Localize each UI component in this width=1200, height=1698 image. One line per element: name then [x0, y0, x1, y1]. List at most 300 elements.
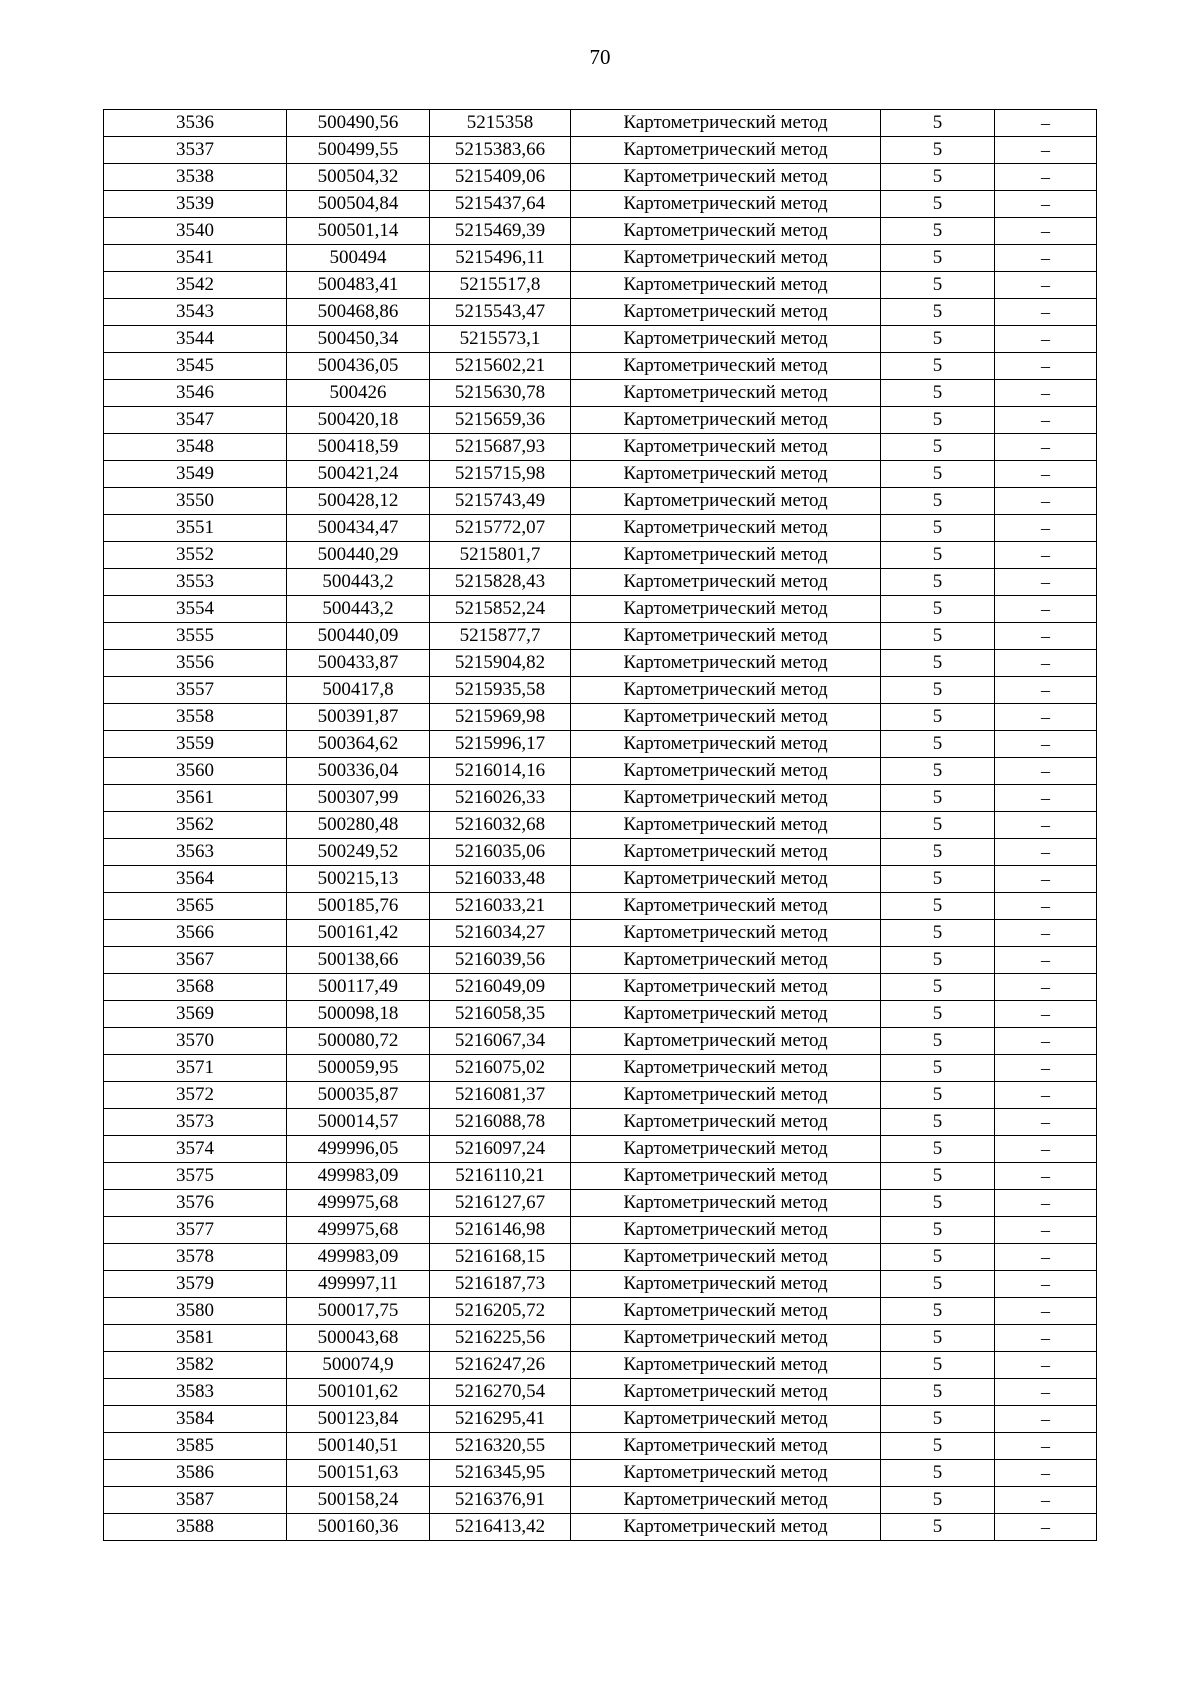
x-coordinate-cell: 500080,72 [287, 1028, 430, 1055]
y-coordinate-cell: 5215904,82 [430, 650, 571, 677]
x-coordinate-cell: 500417,8 [287, 677, 430, 704]
y-coordinate-cell: 5216376,91 [430, 1487, 571, 1514]
point-number-cell: 3540 [104, 218, 287, 245]
table-row [104, 1487, 1097, 1514]
point-number-cell: 3583 [104, 1379, 287, 1406]
x-coordinate-cell: 500468,86 [287, 299, 430, 326]
point-number-cell: 3552 [104, 542, 287, 569]
method-cell: Картометрический метод [571, 1244, 881, 1271]
point-number-cell: 3567 [104, 947, 287, 974]
dash-cell: – [995, 245, 1097, 272]
dash-cell: – [995, 596, 1097, 623]
table-row [104, 542, 1097, 569]
y-coordinate-cell: 5216075,02 [430, 1055, 571, 1082]
method-cell: Картометрический метод [571, 164, 881, 191]
x-coordinate-cell: 500440,09 [287, 623, 430, 650]
accuracy-cell: 5 [881, 623, 995, 650]
y-coordinate-cell: 5216049,09 [430, 974, 571, 1001]
x-coordinate-cell: 500483,41 [287, 272, 430, 299]
x-coordinate-cell: 500443,2 [287, 569, 430, 596]
point-number-cell: 3555 [104, 623, 287, 650]
method-cell: Картометрический метод [571, 812, 881, 839]
dash-cell: – [995, 542, 1097, 569]
x-coordinate-cell: 500426 [287, 380, 430, 407]
method-cell: Картометрический метод [571, 947, 881, 974]
point-number-cell: 3570 [104, 1028, 287, 1055]
method-cell: Картометрический метод [571, 137, 881, 164]
point-number-cell: 3547 [104, 407, 287, 434]
method-cell: Картометрический метод [571, 542, 881, 569]
accuracy-cell: 5 [881, 461, 995, 488]
dash-cell: – [995, 461, 1097, 488]
accuracy-cell: 5 [881, 1055, 995, 1082]
y-coordinate-cell: 5215383,66 [430, 137, 571, 164]
y-coordinate-cell: 5216088,78 [430, 1109, 571, 1136]
method-cell: Картометрический метод [571, 704, 881, 731]
x-coordinate-cell: 500499,55 [287, 137, 430, 164]
method-cell: Картометрический метод [571, 839, 881, 866]
table-row [104, 920, 1097, 947]
method-cell: Картометрический метод [571, 1406, 881, 1433]
method-cell: Картометрический метод [571, 974, 881, 1001]
y-coordinate-cell: 5215573,1 [430, 326, 571, 353]
dash-cell: – [995, 1136, 1097, 1163]
coordinates-table [103, 109, 1097, 1541]
y-coordinate-cell: 5216168,15 [430, 1244, 571, 1271]
accuracy-cell: 5 [881, 947, 995, 974]
point-number-cell: 3580 [104, 1298, 287, 1325]
method-cell: Картометрический метод [571, 1082, 881, 1109]
y-coordinate-cell: 5216320,55 [430, 1433, 571, 1460]
dash-cell: – [995, 1460, 1097, 1487]
accuracy-cell: 5 [881, 353, 995, 380]
y-coordinate-cell: 5215659,36 [430, 407, 571, 434]
y-coordinate-cell: 5216225,56 [430, 1325, 571, 1352]
accuracy-cell: 5 [881, 1352, 995, 1379]
y-coordinate-cell: 5216097,24 [430, 1136, 571, 1163]
x-coordinate-cell: 500014,57 [287, 1109, 430, 1136]
point-number-cell: 3559 [104, 731, 287, 758]
table-row [104, 191, 1097, 218]
table-row [104, 1136, 1097, 1163]
x-coordinate-cell: 500433,87 [287, 650, 430, 677]
dash-cell: – [995, 704, 1097, 731]
accuracy-cell: 5 [881, 758, 995, 785]
y-coordinate-cell: 5216034,27 [430, 920, 571, 947]
table-row [104, 1433, 1097, 1460]
table-row [104, 272, 1097, 299]
accuracy-cell: 5 [881, 1163, 995, 1190]
x-coordinate-cell: 500101,62 [287, 1379, 430, 1406]
point-number-cell: 3553 [104, 569, 287, 596]
accuracy-cell: 5 [881, 137, 995, 164]
point-number-cell: 3543 [104, 299, 287, 326]
accuracy-cell: 5 [881, 1001, 995, 1028]
point-number-cell: 3572 [104, 1082, 287, 1109]
method-cell: Картометрический метод [571, 569, 881, 596]
x-coordinate-cell: 500307,99 [287, 785, 430, 812]
method-cell: Картометрический метод [571, 1460, 881, 1487]
dash-cell: – [995, 1244, 1097, 1271]
table-row [104, 650, 1097, 677]
x-coordinate-cell: 500450,34 [287, 326, 430, 353]
point-number-cell: 3579 [104, 1271, 287, 1298]
y-coordinate-cell: 5215828,43 [430, 569, 571, 596]
dash-cell: – [995, 623, 1097, 650]
dash-cell: – [995, 758, 1097, 785]
x-coordinate-cell: 500418,59 [287, 434, 430, 461]
dash-cell: – [995, 1325, 1097, 1352]
point-number-cell: 3568 [104, 974, 287, 1001]
table-row [104, 245, 1097, 272]
y-coordinate-cell: 5216295,41 [430, 1406, 571, 1433]
accuracy-cell: 5 [881, 1190, 995, 1217]
dash-cell: – [995, 407, 1097, 434]
x-coordinate-cell: 500035,87 [287, 1082, 430, 1109]
accuracy-cell: 5 [881, 380, 995, 407]
point-number-cell: 3538 [104, 164, 287, 191]
method-cell: Картометрический метод [571, 1433, 881, 1460]
x-coordinate-cell: 499983,09 [287, 1244, 430, 1271]
x-coordinate-cell: 500123,84 [287, 1406, 430, 1433]
dash-cell: – [995, 785, 1097, 812]
method-cell: Картометрический метод [571, 353, 881, 380]
accuracy-cell: 5 [881, 245, 995, 272]
point-number-cell: 3542 [104, 272, 287, 299]
x-coordinate-cell: 499997,11 [287, 1271, 430, 1298]
dash-cell: – [995, 110, 1097, 137]
accuracy-cell: 5 [881, 515, 995, 542]
accuracy-cell: 5 [881, 299, 995, 326]
y-coordinate-cell: 5216067,34 [430, 1028, 571, 1055]
x-coordinate-cell: 500428,12 [287, 488, 430, 515]
table-row [104, 596, 1097, 623]
coordinates-table-body [104, 110, 1097, 1541]
method-cell: Картометрический метод [571, 380, 881, 407]
table-row [104, 1244, 1097, 1271]
table-row [104, 1298, 1097, 1325]
dash-cell: – [995, 515, 1097, 542]
accuracy-cell: 5 [881, 974, 995, 1001]
x-coordinate-cell: 500504,32 [287, 164, 430, 191]
method-cell: Картометрический метод [571, 1379, 881, 1406]
x-coordinate-cell: 500117,49 [287, 974, 430, 1001]
method-cell: Картометрический метод [571, 866, 881, 893]
table-row [104, 1055, 1097, 1082]
point-number-cell: 3587 [104, 1487, 287, 1514]
x-coordinate-cell: 500440,29 [287, 542, 430, 569]
dash-cell: – [995, 974, 1097, 1001]
method-cell: Картометрический метод [571, 272, 881, 299]
table-row [104, 893, 1097, 920]
method-cell: Картометрический метод [571, 1136, 881, 1163]
method-cell: Картометрический метод [571, 623, 881, 650]
point-number-cell: 3560 [104, 758, 287, 785]
y-coordinate-cell: 5215517,8 [430, 272, 571, 299]
dash-cell: – [995, 434, 1097, 461]
point-number-cell: 3556 [104, 650, 287, 677]
table-row [104, 488, 1097, 515]
accuracy-cell: 5 [881, 1028, 995, 1055]
table-row [104, 299, 1097, 326]
dash-cell: – [995, 488, 1097, 515]
y-coordinate-cell: 5216187,73 [430, 1271, 571, 1298]
y-coordinate-cell: 5216146,98 [430, 1217, 571, 1244]
dash-cell: – [995, 1082, 1097, 1109]
point-number-cell: 3588 [104, 1514, 287, 1541]
y-coordinate-cell: 5216033,48 [430, 866, 571, 893]
accuracy-cell: 5 [881, 1109, 995, 1136]
accuracy-cell: 5 [881, 434, 995, 461]
x-coordinate-cell: 500421,24 [287, 461, 430, 488]
table-row [104, 1460, 1097, 1487]
x-coordinate-cell: 500059,95 [287, 1055, 430, 1082]
table-row [104, 1217, 1097, 1244]
y-coordinate-cell: 5215630,78 [430, 380, 571, 407]
accuracy-cell: 5 [881, 866, 995, 893]
point-number-cell: 3562 [104, 812, 287, 839]
method-cell: Картометрический метод [571, 1190, 881, 1217]
dash-cell: – [995, 920, 1097, 947]
table-row [104, 380, 1097, 407]
point-number-cell: 3582 [104, 1352, 287, 1379]
x-coordinate-cell: 500490,56 [287, 110, 430, 137]
point-number-cell: 3549 [104, 461, 287, 488]
x-coordinate-cell: 500017,75 [287, 1298, 430, 1325]
point-number-cell: 3563 [104, 839, 287, 866]
table-row [104, 569, 1097, 596]
accuracy-cell: 5 [881, 1325, 995, 1352]
y-coordinate-cell: 5215772,07 [430, 515, 571, 542]
point-number-cell: 3576 [104, 1190, 287, 1217]
accuracy-cell: 5 [881, 812, 995, 839]
method-cell: Картометрический метод [571, 893, 881, 920]
table-row [104, 218, 1097, 245]
accuracy-cell: 5 [881, 1460, 995, 1487]
y-coordinate-cell: 5215437,64 [430, 191, 571, 218]
accuracy-cell: 5 [881, 1082, 995, 1109]
table-row [104, 785, 1097, 812]
method-cell: Картометрический метод [571, 1001, 881, 1028]
x-coordinate-cell: 500074,9 [287, 1352, 430, 1379]
y-coordinate-cell: 5215935,58 [430, 677, 571, 704]
dash-cell: – [995, 1055, 1097, 1082]
point-number-cell: 3586 [104, 1460, 287, 1487]
y-coordinate-cell: 5216033,21 [430, 893, 571, 920]
table-row [104, 947, 1097, 974]
x-coordinate-cell: 500391,87 [287, 704, 430, 731]
accuracy-cell: 5 [881, 164, 995, 191]
dash-cell: – [995, 839, 1097, 866]
point-number-cell: 3541 [104, 245, 287, 272]
method-cell: Картометрический метод [571, 1325, 881, 1352]
y-coordinate-cell: 5215602,21 [430, 353, 571, 380]
x-coordinate-cell: 500249,52 [287, 839, 430, 866]
accuracy-cell: 5 [881, 704, 995, 731]
accuracy-cell: 5 [881, 1217, 995, 1244]
dash-cell: – [995, 1271, 1097, 1298]
point-number-cell: 3536 [104, 110, 287, 137]
accuracy-cell: 5 [881, 1136, 995, 1163]
accuracy-cell: 5 [881, 1487, 995, 1514]
accuracy-cell: 5 [881, 1271, 995, 1298]
y-coordinate-cell: 5216035,06 [430, 839, 571, 866]
accuracy-cell: 5 [881, 650, 995, 677]
y-coordinate-cell: 5216026,33 [430, 785, 571, 812]
y-coordinate-cell: 5216081,37 [430, 1082, 571, 1109]
x-coordinate-cell: 500151,63 [287, 1460, 430, 1487]
dash-cell: – [995, 164, 1097, 191]
table-row [104, 812, 1097, 839]
y-coordinate-cell: 5216110,21 [430, 1163, 571, 1190]
dash-cell: – [995, 1109, 1097, 1136]
y-coordinate-cell: 5216247,26 [430, 1352, 571, 1379]
dash-cell: – [995, 1298, 1097, 1325]
table-row [104, 1001, 1097, 1028]
accuracy-cell: 5 [881, 785, 995, 812]
accuracy-cell: 5 [881, 1514, 995, 1541]
table-row [104, 974, 1097, 1001]
dash-cell: – [995, 947, 1097, 974]
method-cell: Картометрический метод [571, 1298, 881, 1325]
point-number-cell: 3566 [104, 920, 287, 947]
point-number-cell: 3584 [104, 1406, 287, 1433]
y-coordinate-cell: 5215543,47 [430, 299, 571, 326]
table-row [104, 704, 1097, 731]
y-coordinate-cell: 5216205,72 [430, 1298, 571, 1325]
y-coordinate-cell: 5215801,7 [430, 542, 571, 569]
method-cell: Картометрический метод [571, 407, 881, 434]
dash-cell: – [995, 299, 1097, 326]
point-number-cell: 3545 [104, 353, 287, 380]
method-cell: Картометрический метод [571, 110, 881, 137]
table-row [104, 1109, 1097, 1136]
accuracy-cell: 5 [881, 920, 995, 947]
dash-cell: – [995, 1190, 1097, 1217]
dash-cell: – [995, 1433, 1097, 1460]
accuracy-cell: 5 [881, 218, 995, 245]
dash-cell: – [995, 1379, 1097, 1406]
dash-cell: – [995, 353, 1097, 380]
dash-cell: – [995, 650, 1097, 677]
y-coordinate-cell: 5216345,95 [430, 1460, 571, 1487]
x-coordinate-cell: 499975,68 [287, 1217, 430, 1244]
method-cell: Картометрический метод [571, 488, 881, 515]
table-row [104, 1082, 1097, 1109]
table-row [104, 1352, 1097, 1379]
dash-cell: – [995, 137, 1097, 164]
accuracy-cell: 5 [881, 326, 995, 353]
dash-cell: – [995, 1001, 1097, 1028]
table-row [104, 1379, 1097, 1406]
table-row [104, 1163, 1097, 1190]
dash-cell: – [995, 1217, 1097, 1244]
accuracy-cell: 5 [881, 488, 995, 515]
y-coordinate-cell: 5216413,42 [430, 1514, 571, 1541]
x-coordinate-cell: 499983,09 [287, 1163, 430, 1190]
x-coordinate-cell: 500161,42 [287, 920, 430, 947]
table-row [104, 326, 1097, 353]
y-coordinate-cell: 5216127,67 [430, 1190, 571, 1217]
dash-cell: – [995, 677, 1097, 704]
point-number-cell: 3573 [104, 1109, 287, 1136]
y-coordinate-cell: 5215687,93 [430, 434, 571, 461]
x-coordinate-cell: 500185,76 [287, 893, 430, 920]
method-cell: Картометрический метод [571, 650, 881, 677]
accuracy-cell: 5 [881, 542, 995, 569]
method-cell: Картометрический метод [571, 434, 881, 461]
y-coordinate-cell: 5216039,56 [430, 947, 571, 974]
y-coordinate-cell: 5215358 [430, 110, 571, 137]
x-coordinate-cell: 500501,14 [287, 218, 430, 245]
point-number-cell: 3539 [104, 191, 287, 218]
method-cell: Картометрический метод [571, 731, 881, 758]
x-coordinate-cell: 500140,51 [287, 1433, 430, 1460]
dash-cell: – [995, 893, 1097, 920]
point-number-cell: 3564 [104, 866, 287, 893]
dash-cell: – [995, 1163, 1097, 1190]
dash-cell: – [995, 218, 1097, 245]
dash-cell: – [995, 1514, 1097, 1541]
x-coordinate-cell: 500443,2 [287, 596, 430, 623]
x-coordinate-cell: 500158,24 [287, 1487, 430, 1514]
dash-cell: – [995, 1352, 1097, 1379]
table-row [104, 461, 1097, 488]
table-row [104, 731, 1097, 758]
accuracy-cell: 5 [881, 110, 995, 137]
x-coordinate-cell: 500434,47 [287, 515, 430, 542]
accuracy-cell: 5 [881, 191, 995, 218]
method-cell: Картометрический метод [571, 515, 881, 542]
table-row [104, 407, 1097, 434]
y-coordinate-cell: 5216270,54 [430, 1379, 571, 1406]
point-number-cell: 3537 [104, 137, 287, 164]
table-row [104, 1028, 1097, 1055]
dash-cell: – [995, 569, 1097, 596]
accuracy-cell: 5 [881, 569, 995, 596]
method-cell: Картометрический метод [571, 758, 881, 785]
point-number-cell: 3551 [104, 515, 287, 542]
y-coordinate-cell: 5215996,17 [430, 731, 571, 758]
y-coordinate-cell: 5215969,98 [430, 704, 571, 731]
x-coordinate-cell: 500336,04 [287, 758, 430, 785]
method-cell: Картометрический метод [571, 677, 881, 704]
x-coordinate-cell: 500138,66 [287, 947, 430, 974]
method-cell: Картометрический метод [571, 1514, 881, 1541]
method-cell: Картометрический метод [571, 596, 881, 623]
x-coordinate-cell: 500494 [287, 245, 430, 272]
point-number-cell: 3558 [104, 704, 287, 731]
point-number-cell: 3571 [104, 1055, 287, 1082]
y-coordinate-cell: 5215496,11 [430, 245, 571, 272]
dash-cell: – [995, 731, 1097, 758]
dash-cell: – [995, 326, 1097, 353]
accuracy-cell: 5 [881, 596, 995, 623]
point-number-cell: 3581 [104, 1325, 287, 1352]
accuracy-cell: 5 [881, 407, 995, 434]
method-cell: Картометрический метод [571, 245, 881, 272]
y-coordinate-cell: 5215469,39 [430, 218, 571, 245]
dash-cell: – [995, 380, 1097, 407]
method-cell: Картометрический метод [571, 1271, 881, 1298]
x-coordinate-cell: 499975,68 [287, 1190, 430, 1217]
accuracy-cell: 5 [881, 893, 995, 920]
method-cell: Картометрический метод [571, 1352, 881, 1379]
table-row [104, 839, 1097, 866]
x-coordinate-cell: 500160,36 [287, 1514, 430, 1541]
y-coordinate-cell: 5215852,24 [430, 596, 571, 623]
table-row [104, 677, 1097, 704]
